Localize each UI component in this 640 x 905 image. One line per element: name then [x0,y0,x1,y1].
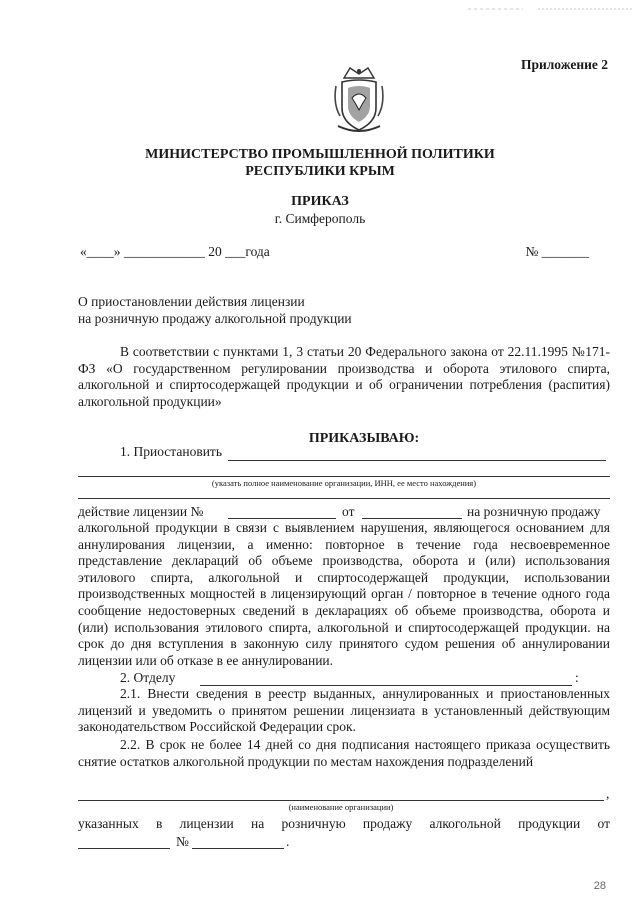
page-number: 28 [593,880,606,892]
item2-dot: . [286,834,290,849]
ministry-name [0,146,640,180]
license-number-blank [228,518,336,519]
order-title: ПРИКАЗ [291,194,349,209]
item1-org-blank-2 [78,476,610,477]
item2-org-blank [78,800,604,801]
crimea-coat-of-arms-icon [330,64,388,136]
ministry-line-2: РЕСПУБЛИКИ КРЫМ [245,164,395,179]
item1-org-blank [228,460,606,461]
annex-label: Приложение 2 [520,57,608,72]
license-prefix: действие лицензии № [78,504,204,519]
subject-line-1: О приостановлении действия лицензии [78,294,305,309]
subject-line-2: на розничную продажу алкогольной продукции [78,310,352,326]
item2-sub1: 2.1. Внести сведения в реестр выданных, аннулированных и приостановленных лицензий и уведомить о принятом решении лицензиата в установленный действующим законодательством Российской Федерации срок. [78,686,610,735]
item2-caption: (наименование организации) [288,802,394,812]
preamble-paragraph: В соответствии с пунктами 1, 3 статьи 20 Федерального закона от 22.11.1995 №171-ФЗ «О государственном регулировании производства и оборота этилового спирта, алкогольной и спиртосодержащей продукции и об ограничении потребления (распития) алкогольной продукции» [78,344,610,409]
city: г. Симферополь [274,211,366,226]
order-subject [78,294,352,327]
item2-number-blank [192,848,284,849]
item2-date-blank [78,848,170,849]
item2-number-sign: № [176,834,189,849]
license-suffix: на розничную продажу [467,504,601,519]
order-number-field: № _______ [525,244,589,259]
date-field: «____» ____________ 20 ___года [80,244,270,259]
item1-label: 1. Приостановить [120,444,222,459]
item2-last-line: указанных в лицензии на розничную продажу алкогольной продукции от [78,816,610,831]
item2-comma: , [606,786,610,801]
item1-body: алкогольной продукции в связи с выявлением нарушения, являющегося основанием для аннулирования лицензии, а именно: повторное в течение года несвоевременное представление деклараций об объеме производства, оборота и (или) использования этилового спирта, алкогольной и спиртосодержащей продукции, использовании производственных мощностей в лицензирующий орган / повторное в течение одного года сообщение недостоверных сведений в декларациях об объеме производства, оборота и (или) использования этилового спирта, алкогольной и спиртосодержащей продукции. на срок до дня вступления в законную силу принятого судом решения об аннулировании лицензии или об отказе в ее аннулировании. [78,520,610,668]
item2-sub2: 2.2. В срок не более 14 дней со дня подписания настоящего приказа осуществить снятие остатков алкогольной продукции по местам нахождения подразделений [78,737,610,769]
item1-org-blank-3 [78,498,610,499]
scan-artifact-lines [468,6,633,12]
item1-caption: (указать полное наименование организации, ИНН, ее место нахождения) [211,478,477,488]
item2-colon: : [575,670,579,685]
ministry-line-1: МИНИСТЕРСТВО ПРОМЫШЛЕННОЙ ПОЛИТИКИ [145,147,495,162]
decree-heading: ПРИКАЗЫВАЮ: [308,431,420,446]
item2-label: 2. Отделу [120,670,176,685]
license-from: от [342,504,355,519]
license-date-blank [362,518,462,519]
